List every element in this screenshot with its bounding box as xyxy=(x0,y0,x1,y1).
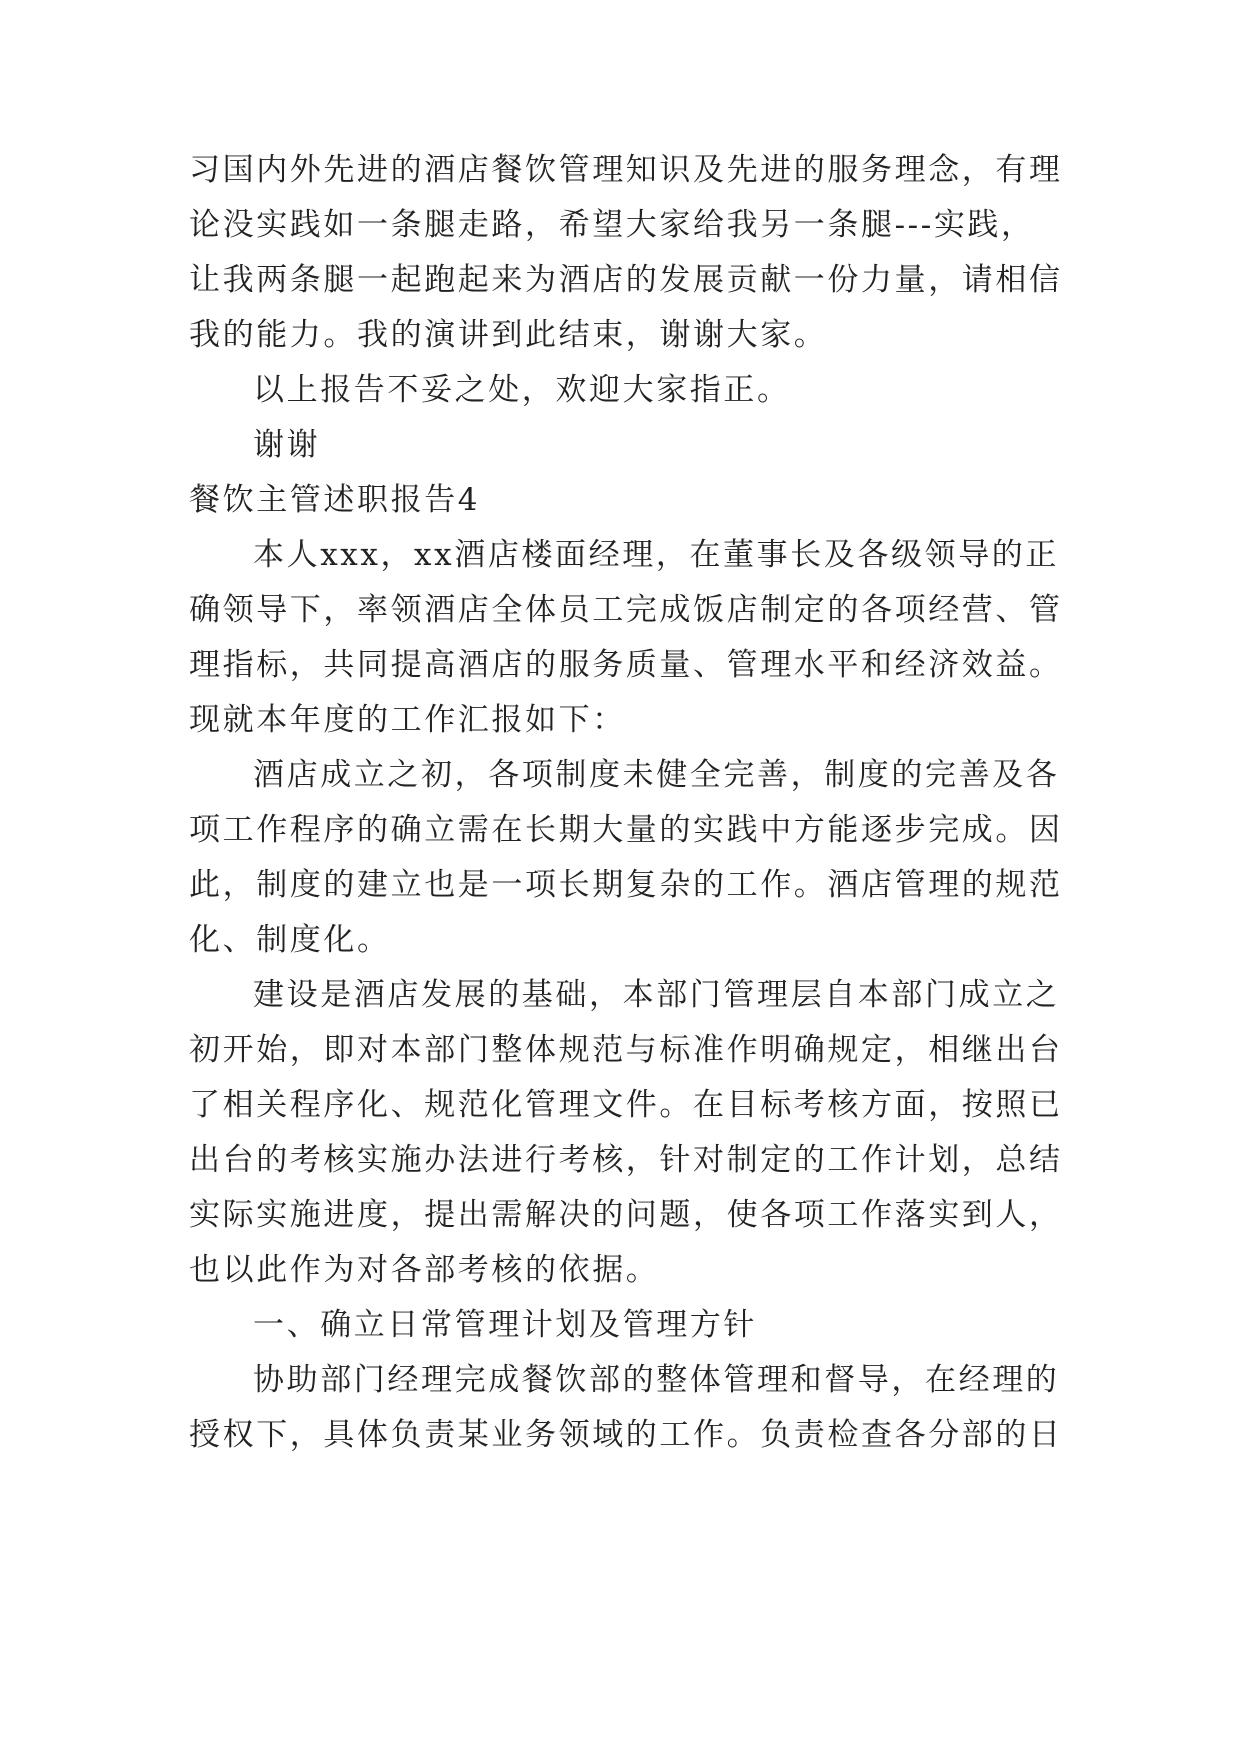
text-line: 我的能力。我的演讲到此结束，谢谢大家。 xyxy=(189,317,828,353)
text-line: 理指标，共同提高酒店的服务质量、管理水平和经济效益。 xyxy=(189,647,1063,683)
text-line: 让我两条腿一起跑起来为酒店的发展贡献一份力量，请相信 xyxy=(189,262,1063,298)
text-line: 也以此作为对各部考核的依据。 xyxy=(189,1252,660,1288)
text-line: 确领导下，率领酒店全体员工完成饭店制定的各项经营、管 xyxy=(189,592,1063,628)
text-line: 习国内外先进的酒店餐饮管理知识及先进的服务理念，有理 xyxy=(189,152,1063,188)
text-line: 以上报告不妥之处，欢迎大家指正。 xyxy=(253,372,791,408)
text-line: 本人xxx，xx酒店楼面经理，在董事长及各级领导的正 xyxy=(253,537,1060,573)
text-line: 项工作程序的确立需在长期大量的实践中方能逐步完成。因 xyxy=(189,812,1063,848)
text-line: 出台的考核实施办法进行考核，针对制定的工作计划，总结 xyxy=(189,1142,1063,1178)
text-line: 此，制度的建立也是一项长期复杂的工作。酒店管理的规范 xyxy=(189,867,1063,903)
text-line: 了相关程序化、规范化管理文件。在目标考核方面，按照已 xyxy=(189,1087,1063,1123)
text-line: 现就本年度的工作汇报如下： xyxy=(189,702,626,738)
text-line: 化、制度化。 xyxy=(189,922,391,958)
subheading: 一、确立日常管理计划及管理方针 xyxy=(253,1307,757,1343)
text-line: 实际实施进度，提出需解决的问题，使各项工作落实到人， xyxy=(189,1197,1063,1233)
text-line: 建设是酒店发展的基础，本部门管理层自本部门成立之 xyxy=(253,977,1060,1013)
section-heading: 餐饮主管述职报告4 xyxy=(189,482,481,518)
text-line: 协助部门经理完成餐饮部的整体管理和督导，在经理的 xyxy=(253,1362,1060,1398)
text-line: 论没实践如一条腿走路，希望大家给我另一条腿---实践， xyxy=(189,207,1035,243)
text-line: 授权下，具体负责某业务领域的工作。负责检查各分部的日 xyxy=(189,1417,1063,1453)
text-line: 酒店成立之初，各项制度未健全完善，制度的完善及各 xyxy=(253,757,1060,793)
text-line: 谢谢 xyxy=(253,427,321,463)
text-line: 初开始，即对本部门整体规范与标准作明确规定，相继出台 xyxy=(189,1032,1063,1068)
